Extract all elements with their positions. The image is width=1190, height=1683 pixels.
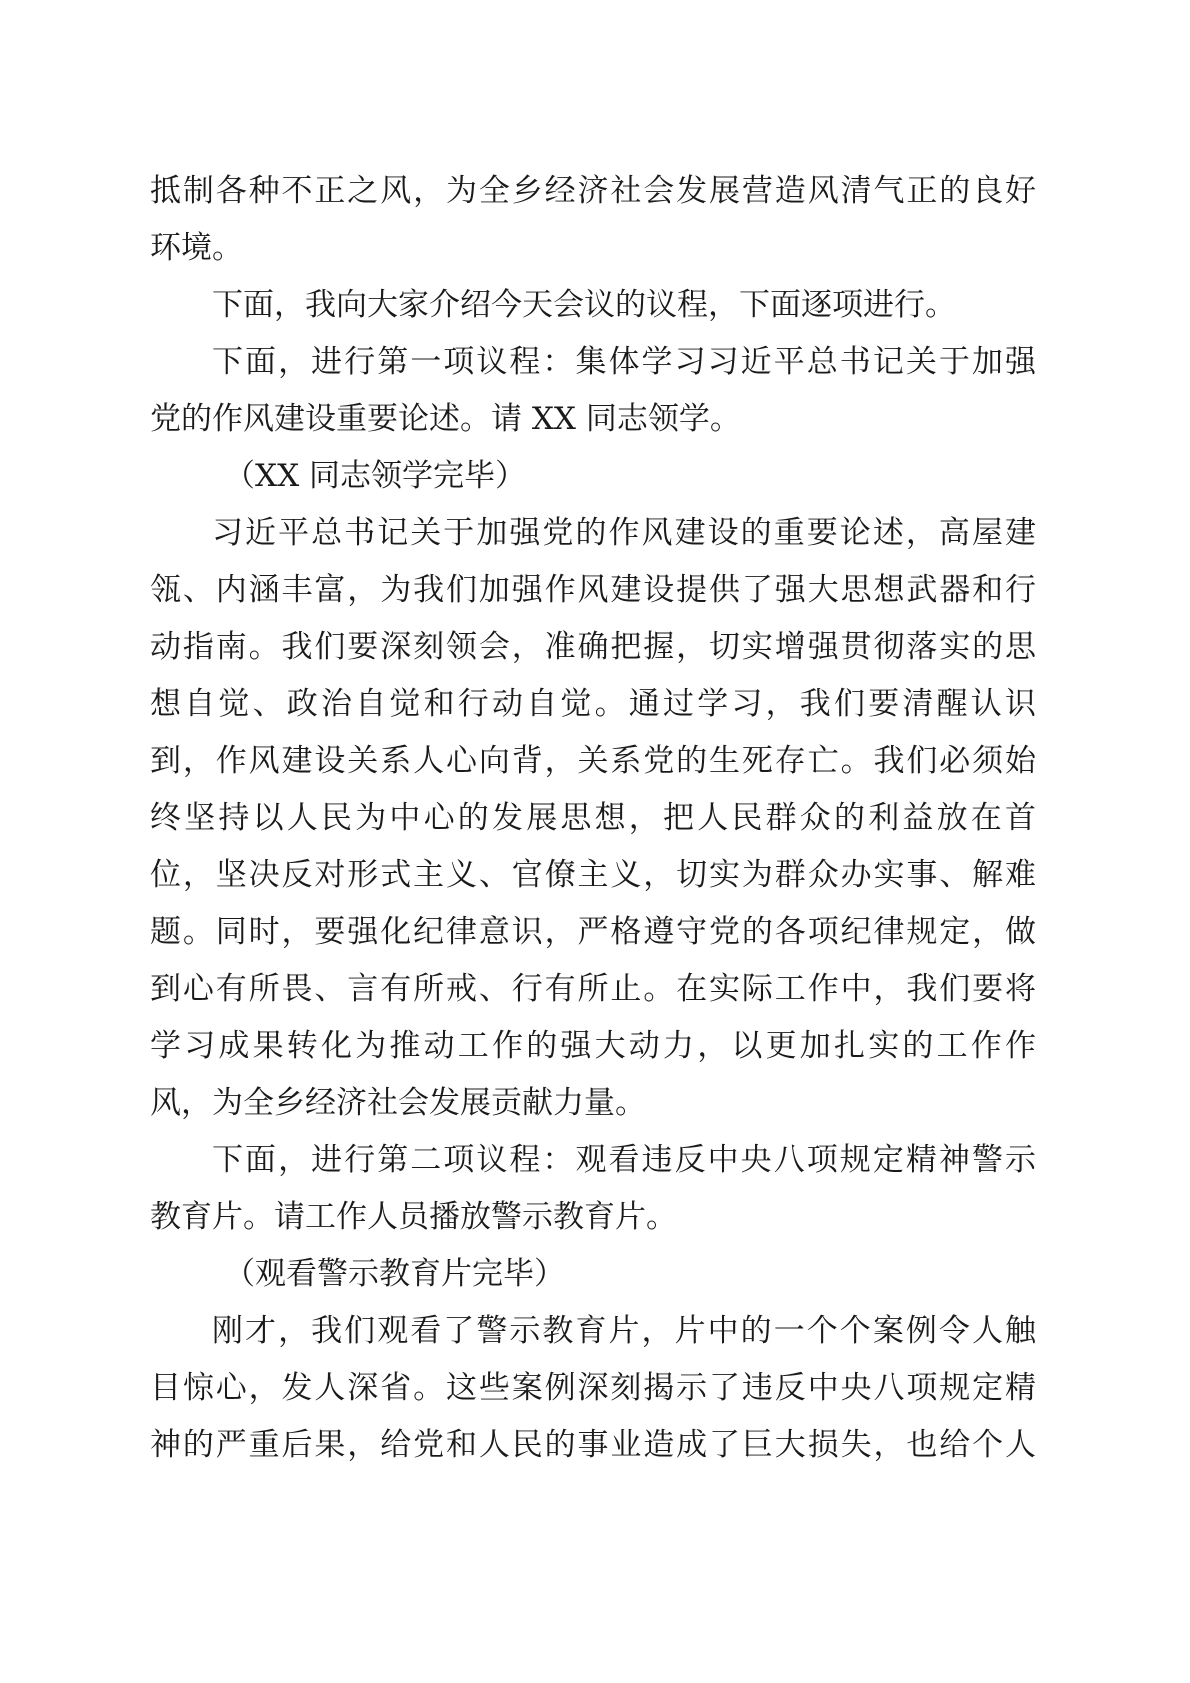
text-line: 抵制各种不正之风，为全乡经济社会发展营造风清气正的良好 [150, 173, 1036, 209]
text-line: （观看警示教育片完毕） [224, 1256, 565, 1292]
text-line: 环境。 [150, 230, 243, 266]
text-line: 神的严重后果，给党和人民的事业造成了巨大损失，也给个人 [150, 1427, 1036, 1463]
text-line: 题。同时，要强化纪律意识，严格遵守党的各项纪律规定，做 [150, 914, 1036, 950]
text-line: 到，作风建设关系人心向背，关系党的生死存亡。我们必须始 [150, 743, 1036, 779]
text-line: 下面，进行第一项议程：集体学习习近平总书记关于加强 [212, 344, 1036, 380]
text-line: （XX 同志领学完毕） [224, 458, 526, 494]
text-line: 到心有所畏、言有所戒、行有所止。在实际工作中，我们要将 [150, 971, 1036, 1007]
text-line: 教育片。请工作人员播放警示教育片。 [150, 1199, 677, 1235]
text-line: 动指南。我们要深刻领会，准确把握，切实增强贯彻落实的思 [150, 629, 1036, 665]
text-line: 学习成果转化为推动工作的强大动力，以更加扎实的工作作 [150, 1028, 1036, 1064]
text-line: 下面，进行第二项议程：观看违反中央八项规定精神警示 [212, 1142, 1036, 1178]
text-line: 位，坚决反对形式主义、官僚主义，切实为群众办实事、解难 [150, 857, 1036, 893]
text-line: 刚才，我们观看了警示教育片，片中的一个个案例令人触 [212, 1313, 1036, 1349]
text-line: 目惊心，发人深省。这些案例深刻揭示了违反中央八项规定精 [150, 1370, 1036, 1406]
text-line: 习近平总书记关于加强党的作风建设的重要论述，高屋建 [212, 515, 1036, 551]
text-line: 风，为全乡经济社会发展贡献力量。 [150, 1085, 646, 1121]
text-line: 终坚持以人民为中心的发展思想，把人民群众的利益放在首 [150, 800, 1036, 836]
text-line: 瓴、内涵丰富，为我们加强作风建设提供了强大思想武器和行 [150, 572, 1036, 608]
text-line: 党的作风建设重要论述。请 XX 同志领学。 [150, 401, 741, 437]
text-line: 想自觉、政治自觉和行动自觉。通过学习，我们要清醒认识 [150, 686, 1036, 722]
text-line: 下面，我向大家介绍今天会议的议程，下面逐项进行。 [212, 287, 956, 323]
